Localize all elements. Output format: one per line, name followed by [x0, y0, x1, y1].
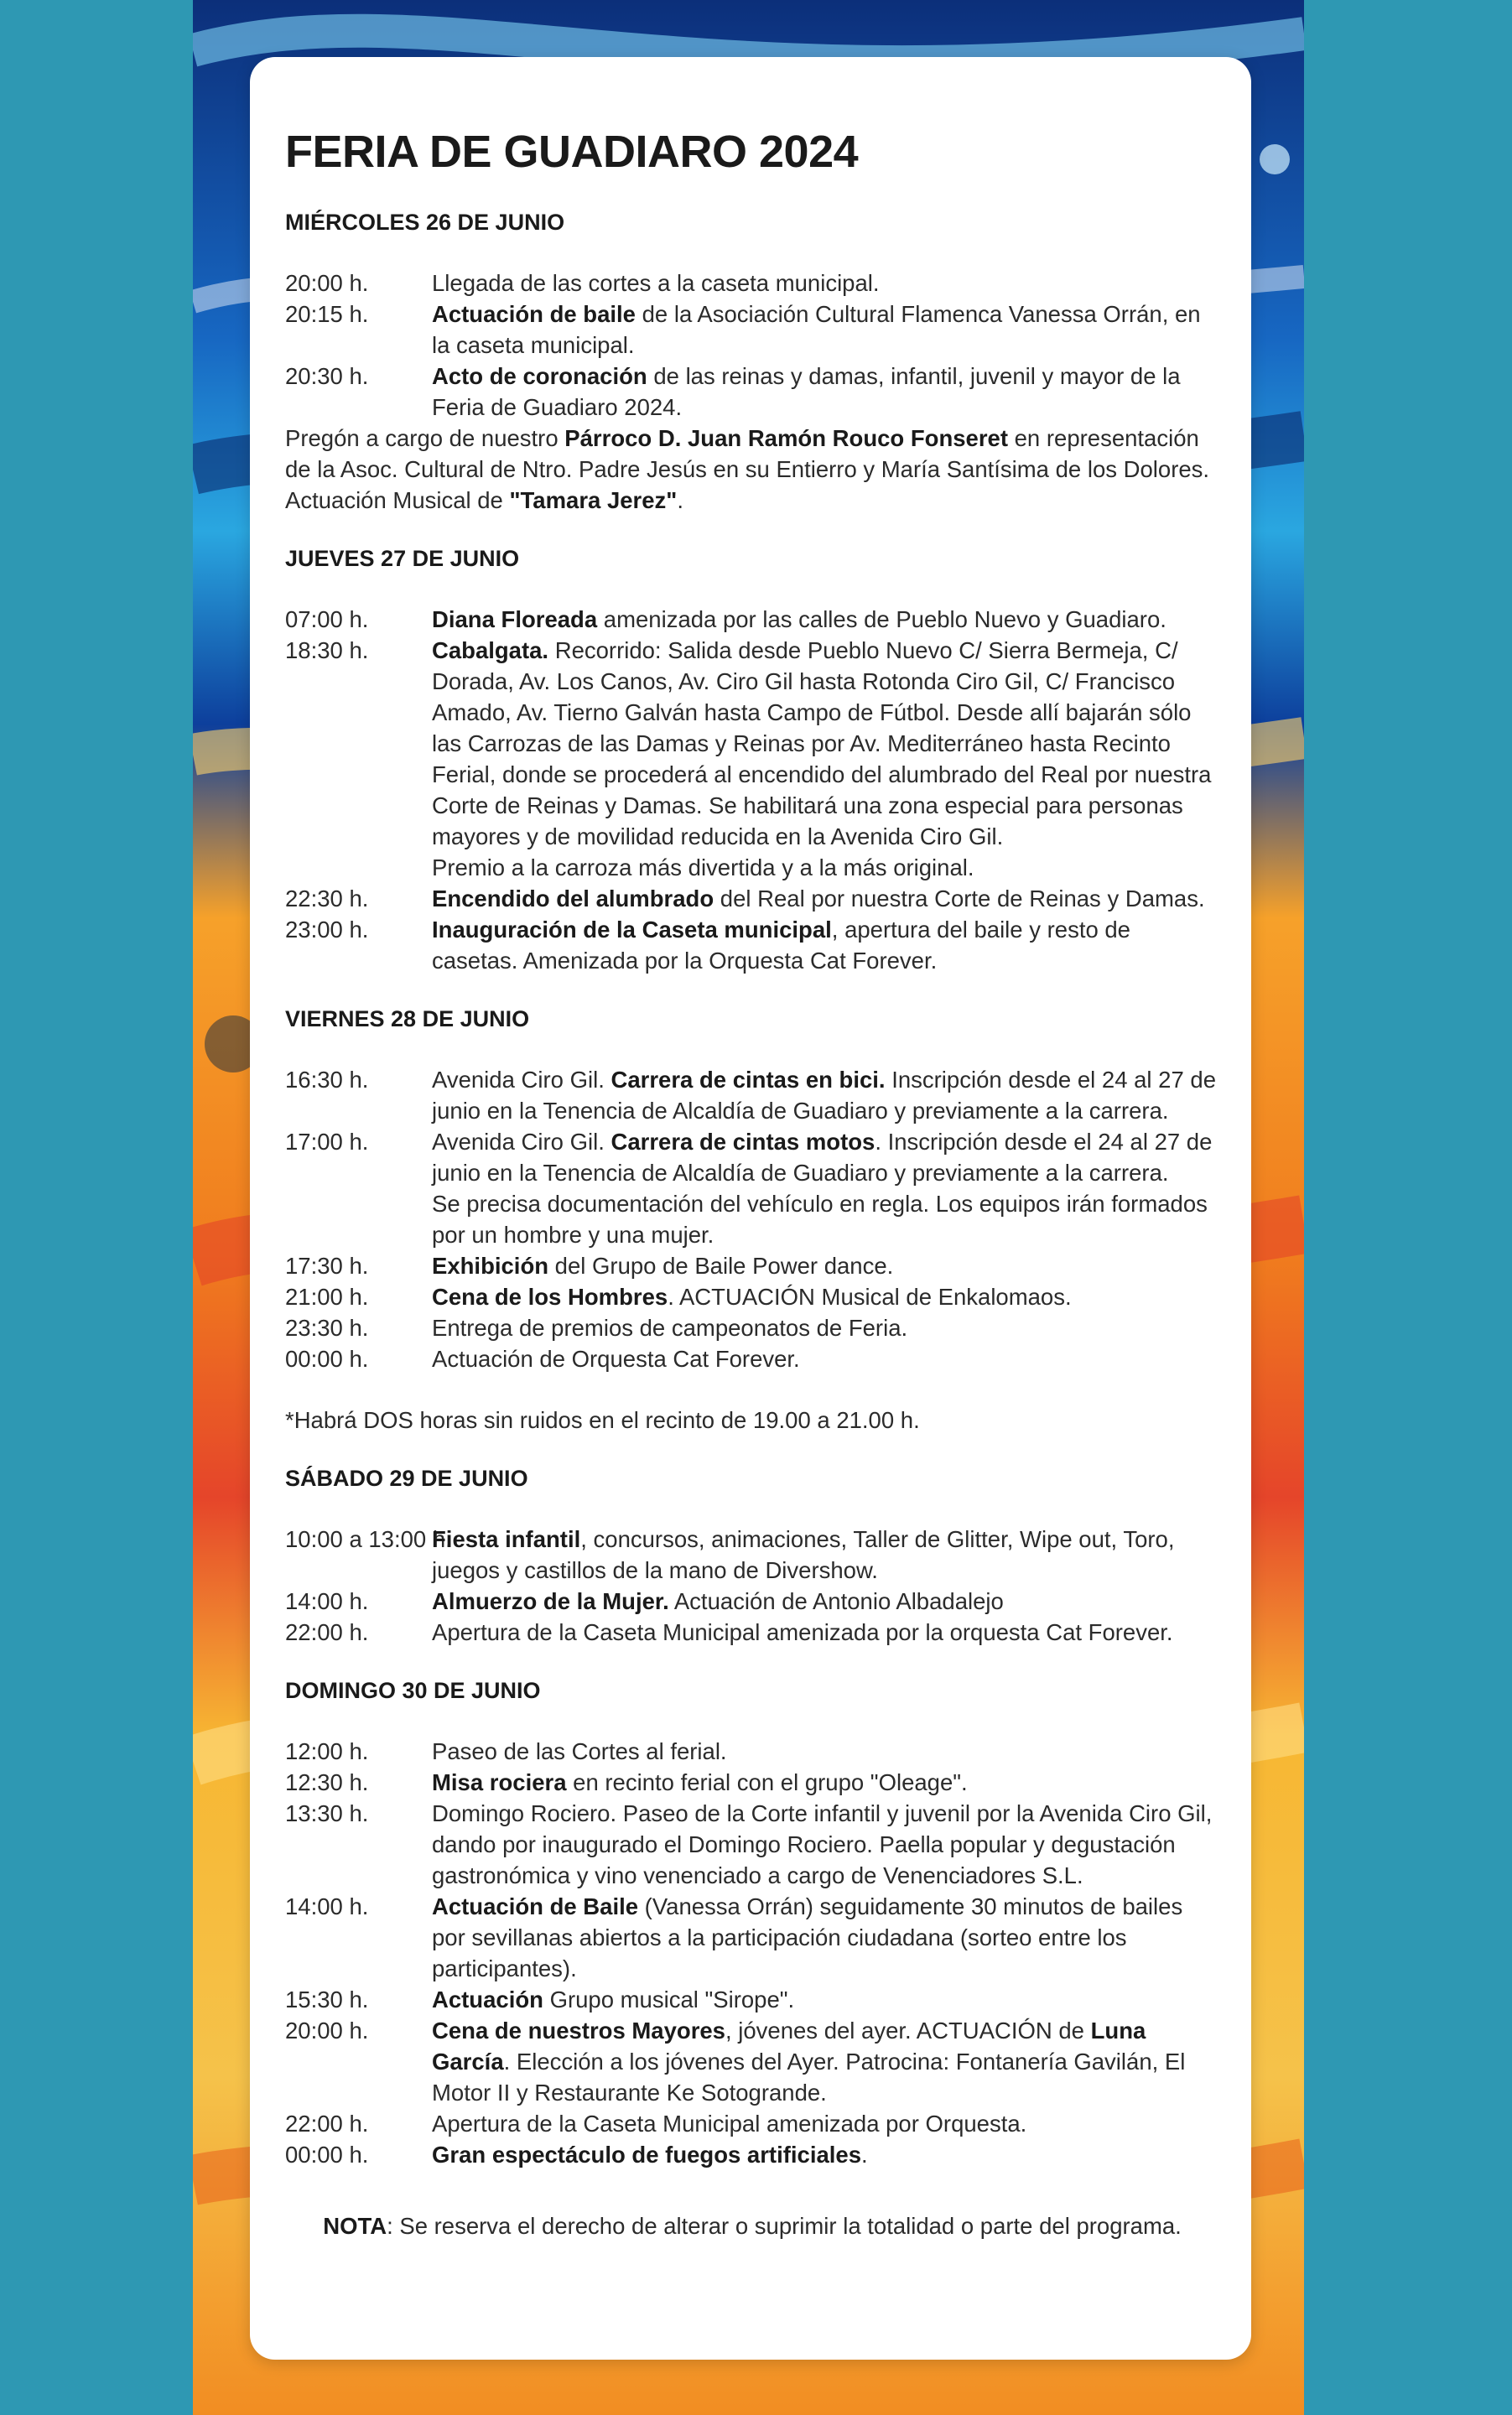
entry-highlight: Fiesta infantil	[432, 1526, 581, 1552]
entry-highlight: Encendido del alumbrado	[432, 886, 714, 911]
schedule-entry	[285, 1126, 1219, 1250]
schedule-entry	[285, 1312, 1219, 1343]
entry-description	[432, 1281, 1219, 1312]
note-text: Actuación Musical de	[285, 487, 510, 513]
entry-text: , jóvenes del ayer. ACTUACIÓN de	[725, 2018, 1091, 2044]
entry-text: de las reinas y damas, infantil, juvenil y mayor de la Feria de Guadiaro 2024.	[432, 363, 1181, 420]
entry-highlight: Carrera de cintas en bici.	[611, 1067, 886, 1093]
entry-highlight: Cena de los Hombres	[432, 1284, 668, 1310]
entry-highlight: Cabalgata.	[432, 637, 549, 663]
quiet-hours-note: *Habrá DOS horas sin ruidos en el recinto de 19.00 a 21.00 h.	[285, 1407, 920, 1433]
schedule-entry	[285, 267, 1219, 299]
schedule-entry	[285, 2015, 1219, 2108]
schedule-list	[285, 1064, 1219, 1374]
entry-text: Grupo musical "Sirope".	[543, 1987, 795, 2012]
day-heading: VIERNES 28 DE JUNIO	[285, 1006, 530, 1031]
entry-highlight: Diana Floreada	[432, 606, 598, 632]
schedule-entry	[285, 361, 1219, 423]
entry-highlight: Carrera de cintas motos	[611, 1129, 876, 1155]
days-list	[285, 211, 1219, 2170]
day-note	[285, 485, 1219, 516]
entry-text: en recinto ferial con el grupo "Oleage".	[566, 1769, 968, 1795]
day-note	[285, 423, 1219, 485]
schedule-entry	[285, 299, 1219, 361]
schedule-entry	[285, 604, 1219, 635]
entry-description	[432, 1798, 1219, 1891]
entry-text: Avenida Ciro Gil.	[432, 1129, 611, 1155]
schedule-entry	[285, 1586, 1219, 1617]
schedule-entry	[285, 1767, 1219, 1798]
nota-label: NOTA	[323, 2213, 387, 2239]
entry-time: 22:00 h.	[285, 2111, 369, 2137]
entry-description	[432, 2015, 1219, 2108]
entry-description	[432, 604, 1219, 635]
entry-text: . Inscripción desde el 24 al 27 de junio en la Tenencia de Alcaldía de Guadiaro y previamente a la carrera.	[432, 1129, 1213, 1186]
entry-description	[432, 1343, 1219, 1374]
entry-time: 07:00 h.	[285, 606, 369, 632]
schedule-entry	[285, 1281, 1219, 1312]
schedule-entry	[285, 1343, 1219, 1374]
entry-time: 10:00 a 13:00 h.	[285, 1526, 452, 1552]
entry-description	[432, 1891, 1219, 1984]
entry-description	[432, 2108, 1219, 2139]
schedule-entry	[285, 1250, 1219, 1281]
entry-description	[432, 267, 1219, 299]
entry-time: 00:00 h.	[285, 1346, 369, 1372]
entry-highlight: Actuación de baile	[432, 301, 636, 327]
entry-text: Apertura de la Caseta Municipal amenizada por la orquesta Cat Forever.	[432, 1619, 1173, 1645]
entry-time: 21:00 h.	[285, 1284, 369, 1310]
entry-time: 15:30 h.	[285, 1987, 369, 2012]
entry-time: 23:00 h.	[285, 917, 369, 943]
entry-text: Paseo de las Cortes al ferial.	[432, 1738, 727, 1764]
schedule-entry	[285, 1617, 1219, 1648]
entry-time: 22:30 h.	[285, 886, 369, 911]
entry-text: del Real por nuestra Corte de Reinas y Damas.	[714, 886, 1205, 911]
entry-text: de la Asociación Cultural Flamenca Vanessa Orrán, en la caseta municipal.	[432, 301, 1201, 358]
entry-text: Apertura de la Caseta Municipal amenizada por Orquesta.	[432, 2111, 1027, 2137]
entry-time: 23:30 h.	[285, 1315, 369, 1341]
entry-extra: Premio a la carroza más divertida y a la más original.	[432, 854, 974, 880]
entry-time: 12:00 h.	[285, 1738, 369, 1764]
day-heading: MIÉRCOLES 26 DE JUNIO	[285, 210, 565, 235]
entry-text: Recorrido: Salida desde Pueblo Nuevo C/ Sierra Bermeja, C/ Dorada, Av. Los Canos, Av. Ciro Gil hasta Rotonda Ciro Gil, C/ Francisco Amado, Av. Tierno Galván hasta Campo de Fútbol. Desde allí bajarán sólo las Carrozas de las Damas y Reinas por Av. Mediterráneo hasta Recinto Ferial, donde se procederá al encendido del alumbrado del Real por nuestra Corte de Reinas y Damas. Se habilitará una zona especial para personas mayores y de movilidad reducida en la Avenida Ciro Gil.	[432, 637, 1212, 849]
entry-highlight: Almuerzo de la Mujer.	[432, 1588, 669, 1614]
schedule-list	[285, 604, 1219, 976]
entry-time: 20:00 h.	[285, 270, 369, 296]
entry-highlight: Acto de coronación	[432, 363, 647, 389]
schedule-list	[285, 267, 1219, 423]
entry-text: (Vanessa Orrán) seguidamente 30 minutos de bailes por sevillanas abiertos a la participación ciudadana (sorteo entre los participantes).	[432, 1893, 1183, 1981]
schedule-entry	[285, 1984, 1219, 2015]
schedule-entry	[285, 914, 1219, 976]
entry-description	[432, 2139, 1219, 2170]
entry-description	[432, 1617, 1219, 1648]
entry-description	[432, 1767, 1219, 1798]
entry-description	[432, 1736, 1219, 1767]
schedule-entry	[285, 883, 1219, 914]
entry-highlight: Actuación	[432, 1987, 543, 2012]
day-section	[285, 1008, 1219, 1436]
entry-text: . Elección a los jóvenes del Ayer. Patrocina: Fontanería Gavilán, El Motor II y Restaurante Ke Sotogrande.	[432, 2049, 1186, 2106]
entry-extra: Se precisa documentación del vehículo en regla. Los equipos irán formados por un hombre y una mujer.	[432, 1191, 1208, 1248]
entry-text: Actuación de Antonio Albadalejo	[668, 1588, 1004, 1614]
entry-time: 16:30 h.	[285, 1067, 369, 1093]
entry-description	[432, 361, 1219, 423]
entry-time: 14:00 h.	[285, 1588, 369, 1614]
programme-card	[250, 57, 1251, 2360]
entry-time: 20:00 h.	[285, 2018, 369, 2044]
schedule-entry	[285, 1064, 1219, 1126]
entry-text: amenizada por las calles de Pueblo Nuevo y Guadiaro.	[597, 606, 1166, 632]
entry-time: 14:00 h.	[285, 1893, 369, 1919]
entry-description	[432, 1126, 1219, 1250]
entry-text: Actuación de Orquesta Cat Forever.	[432, 1346, 800, 1372]
entry-text: Llegada de las cortes a la caseta municipal.	[432, 270, 880, 296]
day-section	[285, 211, 1219, 516]
entry-description	[432, 1524, 1219, 1586]
schedule-entry	[285, 1524, 1219, 1586]
entry-time: 00:00 h.	[285, 2142, 369, 2168]
schedule-entry	[285, 635, 1219, 883]
entry-text: . ACTUACIÓN Musical de Enkalomaos.	[668, 1284, 1072, 1310]
entry-time: 22:00 h.	[285, 1619, 369, 1645]
entry-time: 13:30 h.	[285, 1800, 369, 1826]
entry-highlight: Actuación de Baile	[432, 1893, 639, 1919]
entry-time: 17:00 h.	[285, 1129, 369, 1155]
entry-highlight: Exhibición	[432, 1253, 549, 1279]
entry-description	[432, 883, 1219, 914]
entry-description	[432, 1250, 1219, 1281]
day-section	[285, 1680, 1219, 2170]
nota-line	[285, 2210, 1219, 2241]
note-highlight: Párroco D. Juan Ramón Rouco Fonseret	[564, 425, 1008, 451]
entry-description	[432, 1312, 1219, 1343]
entry-highlight: Luna García	[432, 2018, 1146, 2075]
entry-highlight: Misa rociera	[432, 1769, 567, 1795]
entry-description	[432, 1984, 1219, 2015]
day-heading: SÁBADO 29 DE JUNIO	[285, 1466, 528, 1491]
schedule-entry	[285, 2108, 1219, 2139]
entry-text: .	[861, 2142, 868, 2168]
entry-highlight: Inauguración de la Caseta municipal	[432, 917, 832, 943]
note-text: .	[677, 487, 683, 513]
entry-text: Domingo Rociero. Paseo de la Corte infantil y juvenil por la Avenida Ciro Gil, dando por inaugurado el Domingo Rociero. Paella popular y degustación gastronómica y vino venenciado a cargo de Venenciadores S.L.	[432, 1800, 1213, 1888]
entry-highlight: Gran espectáculo de fuegos artificiales	[432, 2142, 861, 2168]
day-heading: DOMINGO 30 DE JUNIO	[285, 1678, 541, 1703]
schedule-entry	[285, 1736, 1219, 1767]
entry-text: , apertura del baile y resto de casetas. Amenizada por la Orquesta Cat Forever.	[432, 917, 1130, 974]
note-text: Pregón a cargo de nuestro	[285, 425, 565, 451]
entry-time: 20:30 h.	[285, 363, 369, 389]
schedule-list	[285, 1736, 1219, 2170]
schedule-list	[285, 1524, 1219, 1648]
schedule-entry	[285, 1798, 1219, 1891]
day-section	[285, 548, 1219, 976]
entry-text: Avenida Ciro Gil.	[432, 1067, 611, 1093]
schedule-entry	[285, 1891, 1219, 1984]
day-heading: JUEVES 27 DE JUNIO	[285, 546, 520, 571]
entry-description	[432, 1064, 1219, 1126]
entry-description	[432, 914, 1219, 976]
nota-text: : Se reserva el derecho de alterar o suprimir la totalidad o parte del programa.	[387, 2213, 1182, 2239]
entry-description	[432, 635, 1219, 883]
entry-time: 17:30 h.	[285, 1253, 369, 1279]
entry-text: Entrega de premios de campeonatos de Feria.	[432, 1315, 908, 1341]
entry-time: 18:30 h.	[285, 637, 369, 663]
note-highlight: "Tamara Jerez"	[509, 487, 678, 513]
schedule-entry	[285, 2139, 1219, 2170]
entry-time: 20:15 h.	[285, 301, 369, 327]
entry-text: Inscripción desde el 24 al 27 de junio en la Tenencia de Alcaldía de Guadiaro y previamente a la carrera.	[432, 1067, 1217, 1124]
entry-description	[432, 1586, 1219, 1617]
day-section	[285, 1467, 1219, 1648]
entry-text: del Grupo de Baile Power dance.	[548, 1253, 894, 1279]
entry-highlight: Cena de nuestros Mayores	[432, 2018, 725, 2044]
page-title: FERIA DE GUADIARO 2024	[285, 127, 859, 177]
note-text: en representación de la Asoc. Cultural de Ntro. Padre Jesús en su Entierro y María Santísima de los Dolores.	[285, 425, 1210, 482]
entry-text: , concursos, animaciones, Taller de Glitter, Wipe out, Toro, juegos y castillos de la mano de Divershow.	[432, 1526, 1175, 1583]
entry-time: 12:30 h.	[285, 1769, 369, 1795]
entry-description	[432, 299, 1219, 361]
